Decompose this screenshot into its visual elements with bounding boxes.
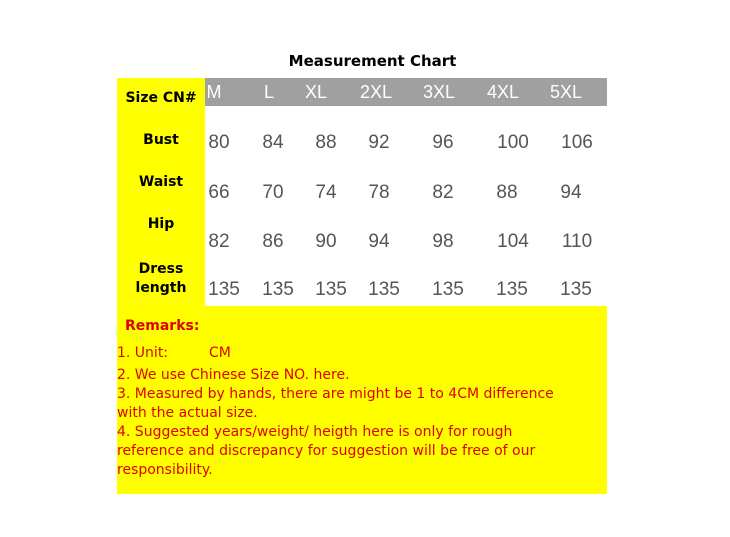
hip-value: 82 <box>208 231 230 252</box>
waist-value: 70 <box>262 182 284 203</box>
row-label-hip: Hip <box>147 216 175 232</box>
bust-value: 106 <box>561 132 593 153</box>
row-label-waist: Waist <box>138 174 184 190</box>
bust-value: 80 <box>208 132 230 153</box>
values-grid <box>205 78 607 306</box>
waist-value: 66 <box>208 182 230 203</box>
remark-line-3b: with the actual size. <box>117 405 258 421</box>
waist-value: 88 <box>496 182 518 203</box>
bust-value: 96 <box>432 132 454 153</box>
waist-value: 78 <box>368 182 390 203</box>
row-label-bust: Bust <box>143 132 179 148</box>
remark-unit-label: 1. Unit: <box>117 345 169 361</box>
hip-value: 98 <box>432 231 454 252</box>
size-cell: 2XL <box>359 82 393 102</box>
bust-value: 88 <box>315 132 337 153</box>
size-cell: XL <box>304 82 328 102</box>
size-cell: 5XL <box>549 82 583 102</box>
bust-value: 84 <box>262 132 284 153</box>
size-header-label: Size CN# <box>125 90 197 106</box>
row-labels <box>117 78 205 306</box>
dress-length-value: 135 <box>262 279 294 300</box>
size-header-row <box>205 78 607 106</box>
dress-length-value: 135 <box>560 279 592 300</box>
size-cell: 4XL <box>486 82 520 102</box>
bust-value: 100 <box>497 132 529 153</box>
size-cell: 3XL <box>422 82 456 102</box>
dress-length-value: 135 <box>315 279 347 300</box>
remark-line-2: 2. We use Chinese Size NO. here. <box>117 367 350 383</box>
bust-value: 92 <box>368 132 390 153</box>
waist-value: 82 <box>432 182 454 203</box>
remark-line-4c: responsibility. <box>117 462 213 478</box>
hip-value: 90 <box>315 231 337 252</box>
waist-value: 74 <box>315 182 337 203</box>
remarks-title: Remarks: <box>125 318 200 334</box>
remark-line-4a: 4. Suggested years/weight/ heigth here is only for rough <box>117 424 513 440</box>
remark-line-3a: 3. Measured by hands, there are might be 1 to 4CM difference <box>117 386 554 402</box>
size-cell: M <box>206 82 222 102</box>
row-label-dress-length-1: Dress <box>138 261 184 277</box>
hip-value: 110 <box>561 231 593 252</box>
waist-value: 94 <box>560 182 582 203</box>
dress-length-value: 135 <box>496 279 528 300</box>
dress-length-value: 135 <box>432 279 464 300</box>
hip-value: 86 <box>262 231 284 252</box>
chart-title: Measurement Chart <box>288 52 457 70</box>
hip-value: 104 <box>497 231 529 252</box>
dress-length-value: 135 <box>368 279 400 300</box>
measurement-chart <box>117 78 607 494</box>
remark-line-4b: reference and discrepancy for suggestion will be free of our <box>117 443 536 459</box>
row-label-dress-length-2: length <box>135 280 187 296</box>
hip-value: 94 <box>368 231 390 252</box>
remark-unit-value: CM <box>209 345 231 361</box>
size-cell: L <box>263 82 275 102</box>
dress-length-value: 135 <box>208 279 240 300</box>
